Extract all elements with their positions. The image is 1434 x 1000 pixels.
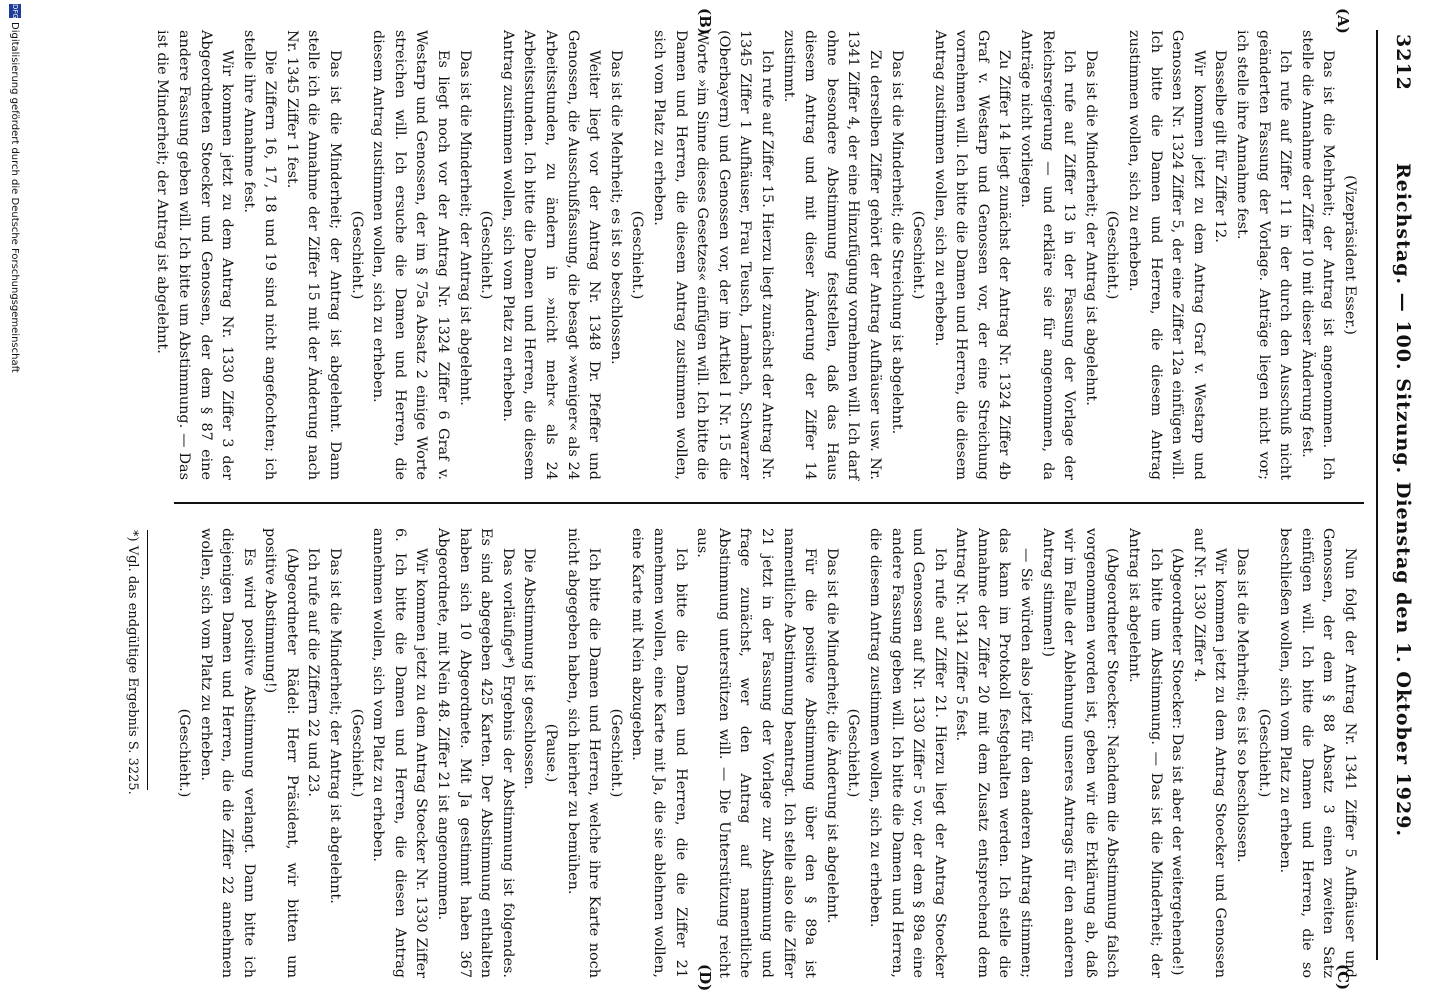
paragraph: Wir kommen jetzt zu dem Antrag Stoecker und Genossen auf Nr. 1330 Ziffer 4. (1190, 528, 1229, 978)
paragraph: Es wird positive Abstimmung verlangt. Dann bitte ich diejenigen Damen und Herren, die die Ziffer 22 annehmen wollen, sich vom Platz zu erheben. (197, 528, 257, 978)
page-header (1372, 0, 1426, 1000)
paragraph: (Pause.) (543, 723, 560, 783)
paragraph: Das ist die Mehrheit; der Antrag ist angenommen. Ich stelle die Annahme der Ziffer 10 mit dieser Änderung fest. (1298, 30, 1337, 480)
paragraph: (Vizepräsident Esser.) (1342, 175, 1358, 335)
paragraph: Weiter liegt vor der Antrag Nr. 1348 Dr. Pfeffer und Genossen, die Ausschußfassung, die besagt »weniger« als 24 Arbeitsstunden, zu ändern in »nicht mehr« als 24 Arbeitsstunden. Ich bitte die Damen und Herren, die diesem Antrag zustimmen wollen, sich vom Platz zu erheben. (499, 30, 603, 480)
paragraph: Das vorläufige*) Ergebnis der Abstimmung ist folgendes. Es sind abgegeben 425 Karten. Der Abstimmung enthalten haben sich 10 Abgeordnete. Mit Ja gestimmt haben 367 Abgeordnete, mit Nein 48. Ziffer 21 ist angenommen. (435, 528, 516, 978)
paragraph: Zu derselben Ziffer gehört der Antrag Aufhäuser usw. Nr. 1341 Ziffer 4, der eine Hinzufügung vornehmen will. Ich darf ohne besondere Abstimmung feststellen, daß das Haus diesem Antrag und mit dieser Änderung der Ziffer 14 zustimmt. (780, 30, 883, 480)
paragraph: Ich rufe auf Ziffer 21. Hierzu liegt der Antrag Stoecker und Genossen auf Nr. 1330 Ziffer 5 vor, der dem § 89a eine andere Fassung geben will. Ich bitte die Damen und Herren, die diesem Antrag zustimmen wollen, sich zu erheben. (866, 528, 948, 978)
paragraph: (Geschieht.) (629, 210, 646, 300)
margin-label-c: (C) (1334, 964, 1352, 991)
right-text-column (172, 528, 1360, 978)
margin-label-a: (A) (1334, 8, 1352, 34)
page-number: 3212 (1392, 34, 1414, 91)
dfg-logo: DFG (11, 4, 19, 19)
paragraph: Für die positive Abstimmung über den § 89a ist namentliche Abstimmung beantragt. Ich stelle also die Ziffer 21 jetzt in der Fassung der Vorlage zur Abstimmung und frage zunächst, wer den Antrag auf namentliche Abstimmung unterstützen will. — Die Unterstützung reicht aus. (694, 528, 819, 978)
paragraph: Ich rufe auf Ziffer 11 in der durch den Ausschuß nicht geänderten Fassung der Vorlage. Anträge liegen nicht vor; ich stelle ihre Annahme fest. (1234, 30, 1294, 480)
column-divider (174, 502, 1364, 504)
paragraph: Ich bitte die Damen und Herren, die die Ziffer 21 annehmen wollen, eine Karte mit Ja, die sie ablehnen wollen, eine Karte mit Nein abzugeben. (629, 528, 689, 978)
paragraph: (Geschieht.) (348, 708, 365, 798)
paragraph: Die Ziffern 16, 17, 18 und 19 sind nicht angefochten; ich stelle ihre Annahme fest. (240, 30, 279, 480)
paragraph: Nun folgt der Antrag Nr. 1341 Ziffer 5 Aufhäuser und Genossen, der dem § 88 Absatz 3 einen zweiten Satz einfügen will. Ich bitte die Damen und Herren, die so beschließen wollen, sich vom Platz zu erheben. (1277, 528, 1358, 978)
credit-text: Digitalisierung gefördert durch die Deutsche Forschungsgemeinschaft (9, 22, 20, 373)
paragraph: Es liegt noch vor der Antrag Nr. 1324 Ziffer 6 Graf v. Westarp und Genossen, der im § 75a Absatz 2 einige Worte streichen will. Ich ersuche die Damen und Herren, die diesem Antrag zustimmen wollen, sich zu erheben. (370, 30, 452, 480)
margin-label-b: (B) (696, 8, 714, 35)
paragraph: (Geschieht.) (845, 708, 862, 798)
header-rule (1376, 30, 1378, 960)
paragraph: Dasselbe gilt für Ziffer 12. (1212, 50, 1229, 243)
paragraph: Das ist die Minderheit; der Antrag ist abgelehnt. Dann stelle ich die Annahme der Ziffer 15 mit der Änderung nach Nr. 1345 Ziffer 1 fest. (283, 30, 344, 480)
paragraph: (Abgeordneter Stoecker: Nachdem die Abstimmung falsch vorgenommen worden ist, geben wir die Erklärung ab, daß wir im Falle der Ablehnung unseres Antrags für den anderen Antrag stimmen!) (1039, 528, 1121, 978)
paragraph: Die Abstimmung ist geschlossen. (521, 548, 538, 790)
page-title: Reichstag. — 100. Sitzung. Dienstag den 1. Oktober 1929. (1392, 162, 1414, 838)
paragraph: Ich rufe auf die Ziffern 22 und 23. (305, 548, 322, 797)
paragraph: — Sie würden also jetzt für den anderen Antrag stimmen; das kann im Protokoll festgehalten werden. Ich stelle die Annahme der Ziffer 20 mit dem Zusatz entsprechend dem Antrag Nr. 1341 Ziffer 5 fest. (953, 528, 1035, 978)
paragraph: (Geschieht.) (175, 708, 192, 798)
digitization-credit (4, 0, 24, 1000)
paragraph: Das ist die Mehrheit; es ist so beschlossen. (1234, 548, 1251, 863)
paragraph: Das ist die Minderheit; die Änderung ist abgelehnt. (823, 548, 840, 924)
paragraph: Das ist die Minderheit; die Streichung ist abgelehnt. (888, 50, 905, 435)
paragraph: Wir kommen jetzt zu dem Antrag Stoecker Nr. 1330 Ziffer 6. Ich bitte die Damen und Herren, die diesen Antrag annehmen wollen, sich vom Platz zu erheben. (370, 528, 430, 978)
left-text-column (151, 30, 1360, 480)
paragraph: Ich rufe auf Ziffer 15. Hierzu liegt zunächst der Antrag Nr. 1345 Ziffer 1 Aufhäuser, Frau Teusch, Lambach, Schwarzer (Oberbayern) und Genossen vor, der im Artikel I Nr. 15 die Worte »im Sinne dieses Gesetzes« einfügen will. Ich bitte die Damen und Herren, die diesem Antrag zustimmen wollen, sich vom Platz zu erheben. (651, 30, 775, 480)
paragraph: Ich rufe auf Ziffer 13 in der Fassung der Vorlage der Reichsregierung — und erkläre sie für angenommen, da Anträge nicht vorliegen. (1018, 30, 1078, 480)
paragraph: (Geschieht.) (478, 210, 495, 300)
paragraph: Das ist die Minderheit; der Antrag ist abgelehnt. (456, 50, 473, 406)
margin-label-d: (D) (696, 964, 714, 992)
paragraph: Wir kommen jetzt zu dem Antrag Graf v. Westarp und Genossen Nr. 1324 Ziffer 5, der eine Ziffer 12a einfügen will. Ich bitte die Damen und Herren, die diesem Antrag zustimmen wollen, sich zu erheben. (1126, 30, 1207, 480)
paragraph: Ich bitte um Abstimmung. — Das ist die Minderheit; der Antrag ist abgelehnt. (1126, 528, 1164, 978)
paragraph: Ich bitte die Damen und Herren, welche ihre Karte noch nicht abgegeben haben, sich hierher zu bemühen. (564, 528, 603, 978)
paragraph: Das ist die Mehrheit; es ist so beschlossen. (607, 50, 624, 365)
paragraph: (Geschieht.) (1255, 708, 1272, 798)
paragraph: Zu Ziffer 14 liegt zunächst der Antrag Nr. 1324 Ziffer 4b Graf v. Westarp und Genossen vor, der eine Streichung vornehmen will. Ich bitte die Damen und Herren, die diesem Antrag zustimmen wollen, sich zu erheben. (931, 30, 1013, 480)
paragraph: (Geschieht.) (348, 210, 365, 300)
paragraph: Das ist die Minderheit; der Antrag ist abgelehnt. (327, 548, 344, 904)
paragraph: (Abgeordneter Rädel: Herr Präsident, wir bitten um positive Abstimmung!) (262, 528, 300, 978)
paragraph: Wir kommen jetzt zu dem Antrag Nr. 1330 Ziffer 3 der Abgeordneten Stoecker und Genossen, der dem § 87 eine andere Fassung geben will. Ich bitte um Abstimmung. — Das ist die Minderheit; der Antrag ist abgelehnt. (154, 30, 236, 480)
footnote-rule (147, 530, 148, 790)
paragraph: (Geschieht.) (910, 210, 927, 300)
paragraph: (Geschieht.) (607, 708, 624, 798)
paragraph: (Geschieht.) (1104, 210, 1121, 300)
paragraph: (Abgeordneter Stoecker: Das ist aber der weitergehende!) (1169, 548, 1186, 976)
footnote: *) Vgl. das endgültige Ergebnis S. 3225. (125, 530, 140, 795)
paragraph: Das ist die Minderheit; der Antrag ist abgelehnt. (1082, 50, 1099, 406)
